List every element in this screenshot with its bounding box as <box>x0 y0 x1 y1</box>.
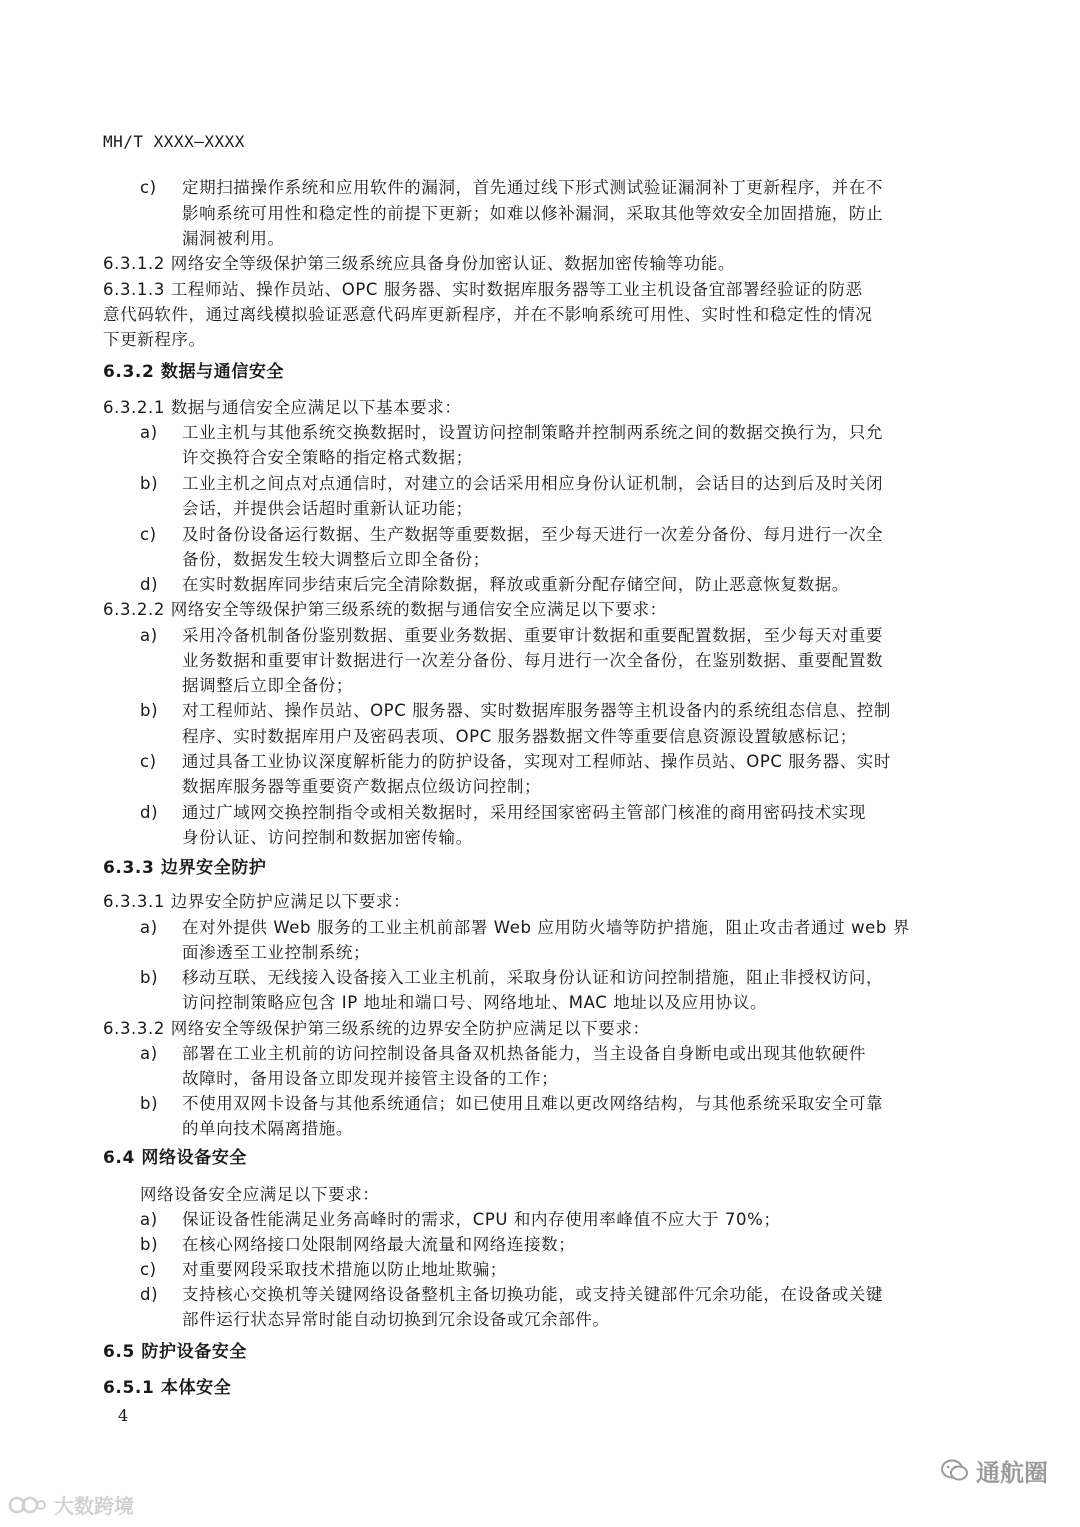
text-line: 6.3.2.2 网络安全等级保护第三级系统的数据与通信安全应满足以下要求： <box>103 600 667 619</box>
text-line: c) <box>140 752 157 771</box>
text-line: 故障时，备用设备立即发现并接管主设备的工作； <box>182 1069 559 1088</box>
watermark-dashujiajing <box>8 1490 134 1519</box>
text-line: b) <box>140 474 159 493</box>
text-line: 身份认证、访问控制和数据加密传输。 <box>182 828 473 847</box>
text-line: 部署在工业主机前的访问控制设备具备双机热备能力，当主设备自身断电或出现其他软硬件 <box>182 1044 866 1063</box>
text-line: 通过具备工业协议深度解析能力的防护设备，实现对工程师站、操作员站、OPC 服务器、实时 <box>182 752 892 771</box>
section-heading: 6.5.1 本体安全 <box>103 1378 232 1398</box>
text-line: 工业主机之间点对点通信时，对建立的会话采用相应身份认证机制，会话目的达到后及时关闭 <box>182 474 884 493</box>
text-line: 移动互联、无线接入设备接入工业主机前，采取身份认证和访问控制措施，阻止非授权访问， <box>182 968 884 987</box>
section-heading: 6.4 网络设备安全 <box>103 1148 248 1168</box>
text-line: 在核心网络接口处限制网络最大流量和网络连接数； <box>182 1235 576 1254</box>
text-line: a) <box>140 1044 158 1063</box>
text-line: 6.3.3.2 网络安全等级保护第三级系统的边界安全防护应满足以下要求： <box>103 1019 650 1038</box>
text-line: b) <box>140 1094 159 1113</box>
text-line: c) <box>140 525 157 544</box>
text-line: 6.3.3.1 边界安全防护应满足以下要求： <box>103 892 411 911</box>
section-heading: 6.3.2 数据与通信安全 <box>103 362 285 382</box>
text-line: 保证设备性能满足业务高峰时的需求，CPU 和内存使用率峰值不应大于 70%； <box>182 1210 781 1229</box>
text-line: 数据库服务器等重要资产数据点位级访问控制； <box>182 777 542 796</box>
text-line: 访问控制策略应包含 IP 地址和端口号、网络地址、MAC 地址以及应用协议。 <box>182 993 768 1012</box>
watermark-right-label: 通航圈 <box>976 1459 1048 1487</box>
text-line: 对重要网段采取技术措施以防止地址欺骗； <box>182 1260 507 1279</box>
text-line: 备份，数据发生较大调整后立即全备份； <box>182 550 490 569</box>
text-line: 支持核心交换机等关键网络设备整机主备切换功能，或支持关键部件冗余功能，在设备或关键 <box>182 1285 884 1304</box>
text-line: b) <box>140 701 159 720</box>
text-line: 定期扫描操作系统和应用软件的漏洞，首先通过线下形式测试验证漏洞补丁更新程序，并在不 <box>182 178 884 197</box>
text-line: 采用冷备机制备份鉴别数据、重要业务数据、重要审计数据和重要配置数据，至少每天对重要 <box>182 626 884 645</box>
text-line: 会话，并提供会话超时重新认证功能； <box>182 499 473 518</box>
text-line: 在实时数据库同步结束后完全清除数据，释放或重新分配存储空间，防止恶意恢复数据。 <box>182 575 849 594</box>
watermark-left-label: 大数跨境 <box>54 1494 134 1518</box>
text-line: 下更新程序。 <box>103 330 206 349</box>
brand-logo-icon <box>8 1494 48 1516</box>
document-code: MH/T XXXX—XXXX <box>103 132 245 151</box>
text-line: 业务数据和重要审计数据进行一次差分备份、每月进行一次全备份，在鉴别数据、重要配置数 <box>182 651 884 670</box>
text-line: c) <box>140 1260 157 1279</box>
text-line: 6.3.1.3 工程师站、操作员站、OPC 服务器、实时数据库服务器等工业主机设备宜部署经验证的防恶 <box>103 280 863 299</box>
text-line: d) <box>140 803 159 822</box>
text-line: 通过广域网交换控制指令或相关数据时，采用经国家密码主管部门核准的商用密码技术实现 <box>182 803 866 822</box>
text-line: a) <box>140 918 158 937</box>
text-line: 程序、实时数据库用户及密码表项、OPC 服务器数据文件等重要信息资源设置敏感标记； <box>182 727 857 746</box>
text-line: 工业主机与其他系统交换数据时，设置访问控制策略并控制两系统之间的数据交换行为，只允 <box>182 423 884 442</box>
text-line: 漏洞被利用。 <box>182 229 285 248</box>
watermark-tonghangquan <box>940 1453 1048 1488</box>
text-line: c) <box>140 178 157 197</box>
page-number: 4 <box>118 1406 129 1425</box>
wechat-icon <box>940 1458 970 1484</box>
section-heading: 6.3.3 边界安全防护 <box>103 858 267 878</box>
section-heading: 6.5 防护设备安全 <box>103 1342 248 1362</box>
text-line: 据调整后立即全备份； <box>182 676 353 695</box>
text-line: 在对外提供 Web 服务的工业主机前部署 Web 应用防火墙等防护措施，阻止攻击者通过 web 界 <box>182 918 910 937</box>
text-line: 网络设备安全应满足以下要求： <box>140 1185 380 1204</box>
text-line: 对工程师站、操作员站、OPC 服务器、实时数据库服务器等主机设备内的系统组态信息、控制 <box>182 701 892 720</box>
text-line: 6.3.2.1 数据与通信安全应满足以下基本要求： <box>103 398 462 417</box>
text-line: 及时备份设备运行数据、生产数据等重要数据，至少每天进行一次差分备份、每月进行一次全 <box>182 525 884 544</box>
text-line: 许交换符合安全策略的指定格式数据； <box>182 448 473 467</box>
text-line: a) <box>140 626 158 645</box>
text-line: 部件运行状态异常时能自动切换到冗余设备或冗余部件。 <box>182 1310 610 1329</box>
text-line: 不使用双网卡设备与其他系统通信；如已使用且难以更改网络结构，与其他系统采取安全可靠 <box>182 1094 884 1113</box>
text-line: 影响系统可用性和稳定性的前提下更新；如难以修补漏洞，采取其他等效安全加固措施，防止 <box>182 204 884 223</box>
text-line: 的单向技术隔离措施。 <box>182 1119 353 1138</box>
text-line: 意代码软件，通过离线模拟验证恶意代码库更新程序，并在不影响系统可用性、实时性和稳定性的情况 <box>103 305 873 324</box>
text-line: 面渗透至工业控制系统； <box>182 943 371 962</box>
text-line: 6.3.1.2 网络安全等级保护第三级系统应具备身份加密认证、数据加密传输等功能。 <box>103 254 736 273</box>
text-line: b) <box>140 1235 159 1254</box>
text-line: d) <box>140 575 159 594</box>
text-line: a) <box>140 423 158 442</box>
text-line: b) <box>140 968 159 987</box>
text-line: d) <box>140 1285 159 1304</box>
text-line: a) <box>140 1210 158 1229</box>
